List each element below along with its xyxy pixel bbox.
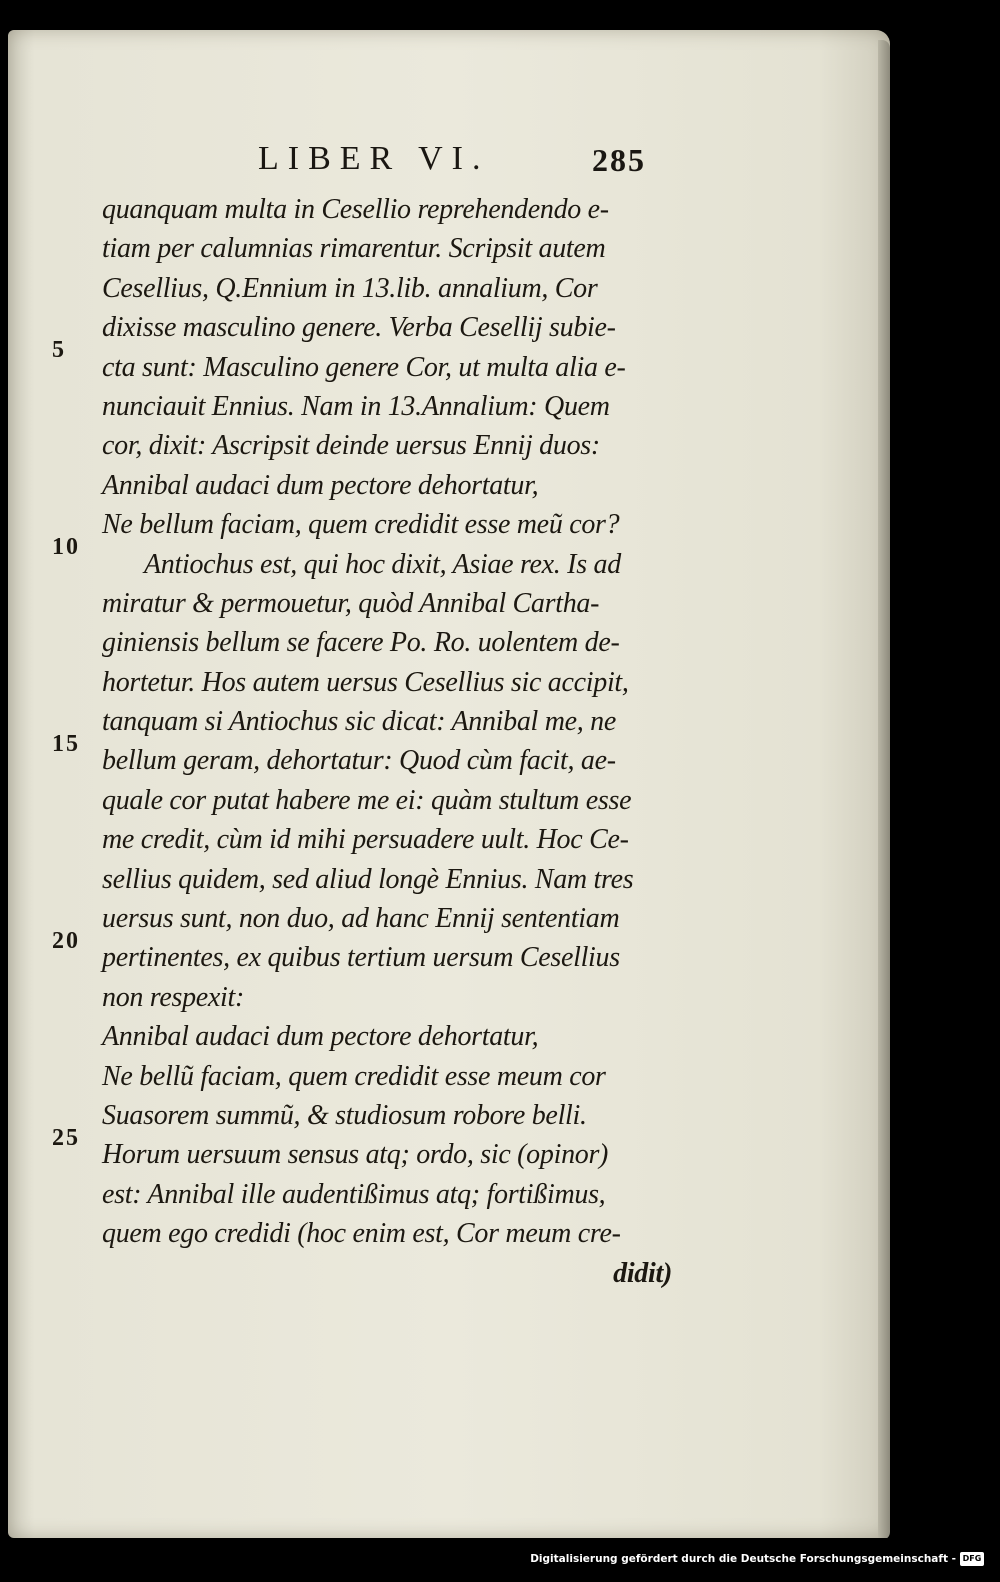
text-line: Antiochus est, qui hoc dixit, Asiae rex. Is ad bbox=[144, 548, 621, 580]
digitization-credit: Digitalisierung gefördert durch die Deutsche Forschungsgemeinschaft - bbox=[530, 1553, 956, 1565]
text-line: dixisse masculino genere. Verba Cesellij subie- bbox=[102, 312, 616, 344]
margin-line-number-5: 5 bbox=[52, 337, 66, 363]
text-line: uersus sunt, non duo, ad hanc Ennij sententiam bbox=[102, 903, 620, 935]
text-line: quem ego credidi (hoc enim est, Cor meum cre- bbox=[102, 1218, 621, 1250]
text-line: giniensis bellum se facere Po. Ro. uolentem de- bbox=[102, 627, 620, 659]
page-number: 285 bbox=[592, 142, 646, 178]
running-header-title: LIBER VI. bbox=[258, 140, 490, 177]
text-line: hortetur. Hos autem uersus Cesellius sic accipit, bbox=[102, 666, 629, 698]
verse-line: Ne bellum faciam, quem credidit esse meũ cor? bbox=[102, 509, 620, 541]
text-line: cta sunt: Masculino genere Cor, ut multa alia e- bbox=[102, 351, 626, 383]
verse-line: Annibal audaci dum pectore dehortatur, bbox=[102, 469, 539, 501]
dfg-logo-icon: DFG bbox=[960, 1552, 984, 1566]
text-line: quanquam multa in Cesellio reprehendendo e- bbox=[102, 194, 609, 225]
text-line: cor, dixit: Ascripsit deinde uersus Ennij duos: bbox=[102, 430, 600, 462]
verse-line: Ne bellũ faciam, quem credidit esse meum cor bbox=[102, 1060, 606, 1092]
text-line: nunciauit Ennius. Nam in 13.Annalium: Quem bbox=[102, 390, 610, 422]
text-line: miratur & permouetur, quòd Annibal Cartha- bbox=[102, 587, 600, 619]
text-line: pertinentes, ex quibus tertium uersum Cesellius bbox=[102, 942, 620, 974]
margin-line-number-10: 10 bbox=[52, 534, 80, 560]
text-line: bellum geram, dehortatur: Quod cùm facit, ae- bbox=[102, 745, 616, 777]
catchword: didit) bbox=[613, 1257, 672, 1289]
text-line: tiam per calumnias rimarentur. Scripsit autem bbox=[102, 233, 606, 265]
margin-line-number-20: 20 bbox=[52, 928, 80, 954]
text-line: Cesellius, Q.Ennium in 13.lib. annalium, Cor bbox=[102, 272, 598, 304]
text-line: sellius quidem, sed aliud longè Ennius. Nam tres bbox=[102, 863, 634, 895]
margin-line-number-15: 15 bbox=[52, 731, 80, 757]
text-line: non respexit: bbox=[102, 981, 245, 1013]
main-text-block bbox=[102, 190, 672, 1293]
page-edge bbox=[878, 40, 890, 1540]
margin-line-number-25: 25 bbox=[52, 1125, 80, 1151]
verse-line: Suasorem summũ, & studiosum robore belli. bbox=[102, 1099, 587, 1131]
text-line: quale cor putat habere me ei: quàm stultum esse bbox=[102, 784, 632, 816]
text-line: tanquam si Antiochus sic dicat: Annibal me, ne bbox=[102, 706, 617, 738]
text-line: est: Annibal ille audentißimus atq; fortißimus, bbox=[102, 1178, 606, 1210]
verse-line: Annibal audaci dum pectore dehortatur, bbox=[102, 1021, 539, 1053]
text-line: Horum uersuum sensus atq; ordo, sic (opinor) bbox=[102, 1139, 609, 1171]
text-line: me credit, cùm id mihi persuadere uult. Hoc Ce- bbox=[102, 824, 629, 856]
